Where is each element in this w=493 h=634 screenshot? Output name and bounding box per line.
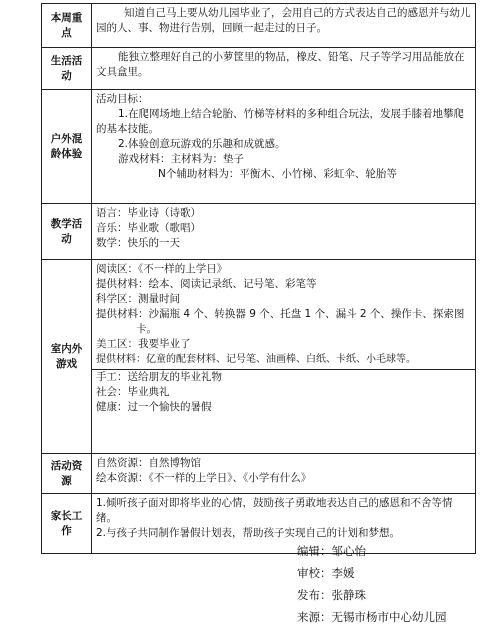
row-focus [42, 4, 476, 48]
games-art-materials: 提供材料：亿童的配套材料、记号笔、油画棒、白纸、卡纸、小毛球等。 [96, 354, 416, 365]
resources-picture-book: 绘本资源：《不一样的上学日》、《小学有什么》 [96, 472, 312, 484]
outdoor-goal-2: 2.体验创意玩游戏的乐趣和成就感。 [118, 138, 286, 150]
outdoor-main-material: 游戏材料：主材料为：垫子 [118, 153, 244, 165]
weekly-plan-table [41, 3, 476, 554]
row-life [42, 48, 476, 90]
row-outdoor [42, 90, 476, 204]
resources-natural: 自然资源：自然博物馆 [96, 457, 201, 469]
credit-reviewer: 审校：李媛 [297, 566, 355, 580]
games-science-materials: 提供材料：沙漏瓶 4 个、转换器 9 个、托盘 1 个、漏斗 2 个、操作卡、探索图卡。 [96, 308, 465, 335]
outdoor-goal-1: 1.在爬网场地上结合轮胎、竹梯等材料的多种组合玩法，发展手膝着地攀爬的基本技能。 [96, 108, 465, 135]
cell-focus [92, 4, 476, 48]
header-family: 家长工作 [42, 494, 92, 554]
focus-text: 知道自己马上要从幼儿园毕业了，会用自己的方式表达自己的感恩并与幼儿园的人、事、物进行告别，回顾一起走过的日子。 [96, 7, 471, 34]
games-science-area: 科学区：测量时间 [96, 293, 180, 305]
header-teaching: 教学活动 [42, 204, 92, 260]
outdoor-goal-title: 活动目标： [96, 93, 149, 105]
teaching-item-math: 数学：快乐的一天 [96, 237, 180, 249]
cell-teaching [92, 204, 476, 260]
games-handcraft: 手工：送给朋友的毕业礼物 [96, 371, 222, 383]
header-life: 生活活动 [42, 48, 92, 90]
header-focus: 本周重点 [42, 4, 92, 48]
outdoor-aux-material: N个辅助材料为：平衡木、小竹梯、彩虹伞、轮胎等 [158, 168, 397, 180]
life-text: 能独立整理好自己的小萝筐里的物品，橡皮、铅笔、尺子等学习用品能放在文具盒里。 [96, 51, 465, 78]
cell-resources [92, 454, 476, 494]
games-society: 社会：毕业典礼 [96, 386, 170, 398]
credits [297, 540, 447, 628]
cell-outdoor [92, 90, 476, 204]
games-reading-area: 阅读区：《不一样的上学日》 [96, 263, 228, 275]
cell-life [92, 48, 476, 90]
teaching-item-language: 语言：毕业诗（诗歌） [96, 207, 201, 219]
credit-source: 来源：无锡市杨市中心幼儿园 [297, 610, 447, 624]
header-resources: 活动资源 [42, 454, 92, 494]
row-games [42, 260, 476, 454]
games-reading-materials: 提供材料：绘本、阅读记录纸、记号笔、彩笔等 [96, 278, 317, 290]
credit-publisher: 发布：张静珠 [297, 588, 366, 602]
games-health: 健康：过一个愉快的暑假 [96, 401, 212, 413]
teaching-item-music: 音乐：毕业歌（歌唱） [96, 222, 201, 234]
family-item-1: 1.倾听孩子面对即将毕业的心情，鼓励孩子勇敢地表达自己的感恩和不舍等情绪。 [96, 497, 453, 524]
games-art-area: 美工区：我要毕业了 [96, 338, 191, 350]
family-item-2: 2.与孩子共同制作暑假计划表，帮助孩子实现自己的计划和梦想。 [96, 527, 401, 539]
row-resources [42, 454, 476, 494]
row-teaching [42, 204, 476, 260]
credit-editor: 编辑：邹心怡 [297, 544, 366, 558]
cell-games [92, 260, 476, 454]
header-outdoor: 户外混龄体验 [42, 90, 92, 204]
header-games: 室内外游戏 [42, 260, 92, 454]
